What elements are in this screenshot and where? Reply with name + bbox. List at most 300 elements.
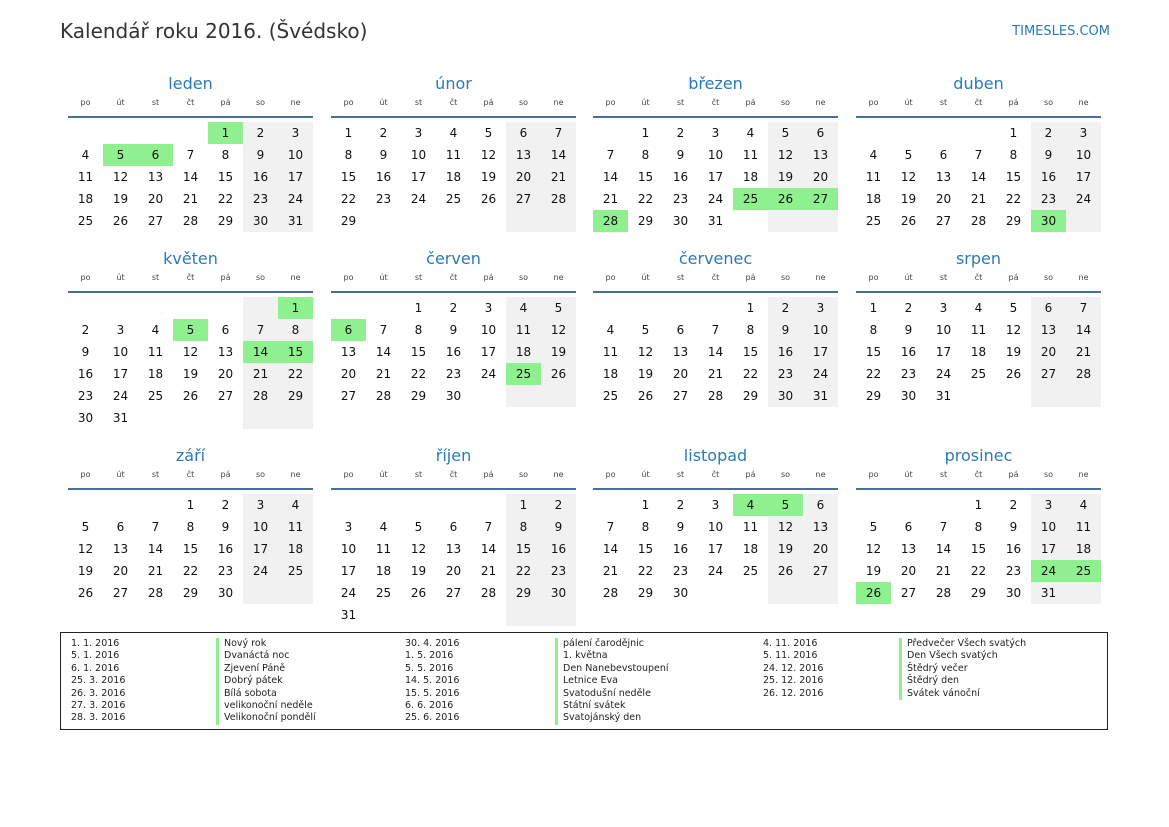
day-cell: 12	[900, 170, 917, 184]
header-rule	[593, 291, 838, 293]
site-link[interactable]: TIMESLES.COM	[1012, 24, 1110, 39]
weekday-label: čt	[186, 470, 195, 479]
day-cell: 15	[217, 170, 234, 184]
day-cell: 8	[506, 516, 541, 538]
day-cell: 7	[939, 520, 948, 534]
day-cell: 22	[742, 367, 759, 381]
weekday-header	[331, 468, 576, 488]
month-6	[593, 247, 838, 407]
day-cell: 15	[340, 170, 357, 184]
day-cell: 21	[602, 564, 619, 578]
day-cell: 18	[742, 542, 759, 556]
day-cell: 14	[1066, 319, 1101, 341]
day-cell: 26	[77, 586, 94, 600]
days-grid	[856, 122, 1101, 232]
weekday-label: po	[605, 470, 616, 479]
day-cell: 26	[112, 214, 129, 228]
empty-cell	[243, 582, 278, 604]
weekday-header	[68, 271, 313, 291]
month-0	[68, 72, 313, 232]
day-cell: 21	[147, 564, 164, 578]
day-cell: 4	[278, 494, 313, 516]
legend-holiday-name: Státní svátek	[555, 700, 733, 712]
weekday-label: čt	[974, 470, 983, 479]
day-cell: 6	[331, 319, 366, 341]
day-cell: 22	[410, 367, 427, 381]
legend-holiday-name: Zjevení Páně	[216, 663, 394, 675]
weekday-label: út	[116, 273, 125, 282]
legend-dates	[71, 638, 211, 725]
day-cell: 27	[935, 214, 952, 228]
day-cell: 22	[182, 564, 199, 578]
month-name: prosinec	[944, 446, 1013, 465]
weekday-label: st	[939, 98, 948, 107]
weekday-label: pá	[1008, 470, 1019, 479]
weekday-label: út	[641, 98, 650, 107]
day-cell: 9	[541, 516, 576, 538]
day-cell: 29	[278, 385, 313, 407]
day-cell: 19	[77, 564, 94, 578]
empty-cell	[891, 122, 926, 144]
day-cell: 1	[869, 301, 878, 315]
day-cell: 22	[217, 192, 234, 206]
day-cell: 18	[970, 345, 987, 359]
weekday-label: po	[605, 273, 616, 282]
day-cell: 12	[541, 319, 576, 341]
weekday-header	[331, 96, 576, 116]
day-cell: 10	[112, 345, 129, 359]
day-cell: 9	[676, 148, 685, 162]
month-name: červen	[426, 249, 481, 268]
empty-cell	[138, 494, 173, 516]
day-cell: 15	[637, 170, 654, 184]
day-cell: 29	[970, 586, 987, 600]
empty-cell	[996, 385, 1031, 407]
month-2	[593, 72, 838, 232]
day-cell: 23	[672, 192, 689, 206]
day-cell: 21	[243, 363, 278, 385]
day-cell: 12	[112, 170, 129, 184]
weekday-label: so	[255, 273, 266, 282]
day-cell: 3	[243, 494, 278, 516]
day-cell: 23	[768, 363, 803, 385]
day-cell: 10	[278, 144, 313, 166]
empty-cell	[803, 582, 838, 604]
day-cell: 11	[742, 148, 759, 162]
day-cell: 22	[506, 560, 541, 582]
day-cell: 13	[672, 345, 689, 359]
day-cell: 6	[676, 323, 685, 337]
day-cell: 18	[1066, 538, 1101, 560]
weekday-label: so	[255, 470, 266, 479]
day-cell: 14	[182, 170, 199, 184]
day-cell: 29	[865, 389, 882, 403]
weekday-label: so	[518, 470, 529, 479]
empty-cell	[733, 582, 768, 604]
weekday-label: po	[343, 470, 354, 479]
empty-cell	[138, 297, 173, 319]
day-cell: 8	[974, 520, 983, 534]
month-11	[856, 444, 1101, 604]
day-cell: 17	[480, 345, 497, 359]
weekday-header	[68, 468, 313, 488]
days-grid	[68, 297, 313, 429]
weekday-label: čt	[711, 273, 720, 282]
empty-cell	[541, 604, 576, 626]
day-cell: 1	[344, 126, 353, 140]
day-cell: 25	[375, 586, 392, 600]
empty-cell	[506, 604, 541, 626]
day-cell: 13	[445, 542, 462, 556]
day-cell: 5	[768, 122, 803, 144]
legend-dates	[405, 638, 545, 725]
day-cell: 17	[707, 170, 724, 184]
day-cell: 5	[81, 520, 90, 534]
day-cell: 5	[414, 520, 423, 534]
day-cell: 8	[869, 323, 878, 337]
day-cell: 16	[672, 542, 689, 556]
day-cell: 25	[147, 389, 164, 403]
day-cell: 21	[602, 192, 619, 206]
day-cell: 30	[445, 389, 462, 403]
header-rule	[593, 488, 838, 490]
day-cell: 4	[869, 148, 878, 162]
day-cell: 8	[641, 520, 650, 534]
day-cell: 19	[541, 341, 576, 363]
day-cell: 14	[970, 170, 987, 184]
day-cell: 6	[803, 494, 838, 516]
day-cell: 23	[375, 192, 392, 206]
day-cell: 17	[803, 341, 838, 363]
weekday-label: po	[868, 470, 879, 479]
day-cell: 11	[742, 520, 759, 534]
day-cell: 3	[116, 323, 125, 337]
day-cell: 28	[541, 188, 576, 210]
weekday-header	[68, 96, 313, 116]
day-cell: 6	[1031, 297, 1066, 319]
day-cell: 30	[1031, 210, 1066, 232]
day-cell: 15	[742, 345, 759, 359]
day-cell: 18	[278, 538, 313, 560]
legend-date: 25. 3. 2016	[71, 675, 126, 687]
day-cell: 4	[449, 126, 458, 140]
day-cell: 19	[1005, 345, 1022, 359]
day-cell: 1	[641, 498, 650, 512]
day-cell: 1	[278, 297, 313, 319]
day-cell: 12	[768, 516, 803, 538]
day-cell: 11	[865, 170, 882, 184]
day-cell: 25	[865, 214, 882, 228]
weekday-label: čt	[711, 98, 720, 107]
day-cell: 22	[637, 192, 654, 206]
empty-cell	[103, 297, 138, 319]
day-cell: 23	[672, 564, 689, 578]
day-cell: 9	[1009, 520, 1018, 534]
empty-cell	[208, 297, 243, 319]
header-rule	[68, 291, 313, 293]
day-cell: 3	[278, 122, 313, 144]
weekday-label: út	[116, 470, 125, 479]
day-cell: 6	[904, 520, 913, 534]
empty-cell	[1066, 582, 1101, 604]
empty-cell	[856, 122, 891, 144]
day-cell: 30	[77, 411, 94, 425]
day-cell: 18	[375, 564, 392, 578]
day-cell: 16	[768, 341, 803, 363]
day-cell: 12	[1005, 323, 1022, 337]
empty-cell	[628, 297, 663, 319]
day-cell: 19	[768, 538, 803, 560]
month-name: březen	[688, 74, 743, 93]
day-cell: 30	[1005, 586, 1022, 600]
empty-cell	[471, 604, 506, 626]
day-cell: 27	[506, 188, 541, 210]
empty-cell	[138, 122, 173, 144]
day-cell: 13	[803, 144, 838, 166]
day-cell: 21	[541, 166, 576, 188]
day-cell: 22	[865, 367, 882, 381]
day-cell: 6	[803, 122, 838, 144]
day-cell: 9	[768, 319, 803, 341]
day-cell: 22	[278, 363, 313, 385]
day-cell: 26	[768, 560, 803, 582]
day-cell: 30	[768, 385, 803, 407]
day-cell: 3	[414, 126, 423, 140]
day-cell: 13	[112, 542, 129, 556]
day-cell: 14	[707, 345, 724, 359]
day-cell: 6	[506, 122, 541, 144]
empty-cell	[541, 385, 576, 407]
day-cell: 14	[147, 542, 164, 556]
day-cell: 16	[1005, 542, 1022, 556]
day-cell: 7	[151, 520, 160, 534]
weekday-label: pá	[220, 273, 231, 282]
day-cell: 27	[803, 188, 838, 210]
legend-date: 6. 6. 2016	[405, 700, 454, 712]
weekday-label: st	[414, 273, 423, 282]
legend-date: 5. 11. 2016	[763, 650, 818, 662]
day-cell: 28	[480, 586, 497, 600]
day-cell: 21	[480, 564, 497, 578]
weekday-label: st	[151, 273, 160, 282]
day-cell: 15	[182, 542, 199, 556]
day-cell: 28	[243, 385, 278, 407]
day-cell: 13	[506, 144, 541, 166]
day-cell: 24	[1031, 560, 1066, 582]
day-cell: 5	[768, 494, 803, 516]
legend-date: 27. 3. 2016	[71, 700, 126, 712]
day-cell: 15	[410, 345, 427, 359]
day-cell: 20	[445, 564, 462, 578]
day-cell: 15	[865, 345, 882, 359]
day-cell: 10	[707, 148, 724, 162]
month-name: únor	[435, 74, 472, 93]
day-cell: 19	[480, 170, 497, 184]
day-cell: 5	[904, 148, 913, 162]
legend-holiday-name: Bílá sobota	[216, 688, 394, 700]
day-cell: 25	[602, 389, 619, 403]
day-cell: 20	[340, 367, 357, 381]
weekday-label: st	[676, 273, 685, 282]
day-cell: 31	[340, 608, 357, 622]
day-cell: 7	[186, 148, 195, 162]
day-cell: 5	[541, 297, 576, 319]
weekday-label: ne	[553, 273, 564, 282]
day-cell: 4	[81, 148, 90, 162]
days-grid	[856, 494, 1101, 604]
days-grid	[593, 297, 838, 407]
day-cell: 10	[410, 148, 427, 162]
day-cell: 18	[147, 367, 164, 381]
day-cell: 3	[1031, 494, 1066, 516]
day-cell: 9	[379, 148, 388, 162]
legend-date: 28. 3. 2016	[71, 712, 126, 724]
weekday-label: po	[868, 273, 879, 282]
day-cell: 23	[217, 564, 234, 578]
day-cell: 7	[1066, 297, 1101, 319]
day-cell: 20	[900, 564, 917, 578]
day-cell: 25	[77, 214, 94, 228]
empty-cell	[436, 210, 471, 232]
day-cell: 3	[803, 297, 838, 319]
day-cell: 6	[221, 323, 230, 337]
empty-cell	[593, 297, 628, 319]
day-cell: 20	[112, 564, 129, 578]
day-cell: 31	[278, 210, 313, 232]
legend-date: 25. 6. 2016	[405, 712, 460, 724]
day-cell: 7	[541, 122, 576, 144]
weekday-header	[856, 271, 1101, 291]
weekday-label: čt	[974, 273, 983, 282]
day-cell: 7	[974, 148, 983, 162]
weekday-label: so	[780, 273, 791, 282]
day-cell: 16	[1031, 166, 1066, 188]
day-cell: 31	[803, 385, 838, 407]
day-cell: 23	[243, 188, 278, 210]
empty-cell	[103, 122, 138, 144]
day-cell: 30	[672, 214, 689, 228]
day-cell: 28	[602, 586, 619, 600]
day-cell: 20	[803, 166, 838, 188]
day-cell: 28	[593, 210, 628, 232]
day-cell: 7	[711, 323, 720, 337]
empty-cell	[733, 210, 768, 232]
day-cell: 2	[768, 297, 803, 319]
day-cell: 18	[506, 341, 541, 363]
day-cell: 3	[711, 498, 720, 512]
day-cell: 30	[243, 210, 278, 232]
day-cell: 2	[904, 301, 913, 315]
day-cell: 21	[970, 192, 987, 206]
day-cell: 28	[935, 586, 952, 600]
day-cell: 15	[970, 542, 987, 556]
empty-cell	[173, 297, 208, 319]
day-cell: 27	[672, 389, 689, 403]
day-cell: 10	[480, 323, 497, 337]
weekday-label: st	[151, 470, 160, 479]
day-cell: 25	[506, 363, 541, 385]
day-cell: 6	[449, 520, 458, 534]
day-cell: 28	[1066, 363, 1101, 385]
weekday-label: pá	[1008, 98, 1019, 107]
day-cell: 25	[445, 192, 462, 206]
weekday-label: ne	[1078, 273, 1089, 282]
day-cell: 12	[480, 148, 497, 162]
weekday-label: st	[414, 470, 423, 479]
empty-cell	[173, 122, 208, 144]
day-cell: 26	[1005, 367, 1022, 381]
day-cell: 25	[970, 367, 987, 381]
day-cell: 4	[974, 301, 983, 315]
day-cell: 7	[606, 520, 615, 534]
day-cell: 11	[375, 542, 392, 556]
day-cell: 18	[865, 192, 882, 206]
day-cell: 29	[506, 582, 541, 604]
day-cell: 3	[484, 301, 493, 315]
month-name: srpen	[955, 249, 1002, 268]
day-cell: 30	[672, 586, 689, 600]
day-cell: 4	[151, 323, 160, 337]
day-cell: 9	[449, 323, 458, 337]
day-cell: 16	[77, 367, 94, 381]
month-name: červenec	[678, 249, 753, 268]
day-cell: 8	[1009, 148, 1018, 162]
day-cell: 9	[1031, 144, 1066, 166]
day-cell: 3	[1066, 122, 1101, 144]
weekday-label: st	[151, 98, 160, 107]
empty-cell	[138, 407, 173, 429]
day-cell: 24	[1066, 188, 1101, 210]
empty-cell	[1066, 385, 1101, 407]
day-cell: 5	[1009, 301, 1018, 315]
day-cell: 27	[900, 586, 917, 600]
day-cell: 19	[410, 564, 427, 578]
day-cell: 10	[935, 323, 952, 337]
empty-cell	[506, 210, 541, 232]
day-cell: 4	[379, 520, 388, 534]
day-cell: 22	[1005, 192, 1022, 206]
day-cell: 6	[138, 144, 173, 166]
days-grid	[593, 122, 838, 232]
empty-cell	[768, 210, 803, 232]
header-rule	[68, 116, 313, 118]
day-cell: 10	[1031, 516, 1066, 538]
empty-cell	[366, 210, 401, 232]
weekday-label: út	[116, 98, 125, 107]
legend-date: 6. 1. 2016	[71, 662, 120, 674]
weekday-label: pá	[220, 470, 231, 479]
weekday-label: út	[641, 273, 650, 282]
empty-cell	[803, 210, 838, 232]
page-title: Kalendář roku 2016. (Švédsko)	[60, 19, 368, 43]
day-cell: 12	[768, 144, 803, 166]
day-cell: 13	[900, 542, 917, 556]
day-cell: 19	[768, 166, 803, 188]
weekday-label: út	[379, 470, 388, 479]
month-3	[856, 72, 1101, 232]
day-cell: 12	[865, 542, 882, 556]
day-cell: 26	[182, 389, 199, 403]
day-cell: 30	[541, 582, 576, 604]
empty-cell	[698, 582, 733, 604]
weekday-label: út	[379, 273, 388, 282]
day-cell: 28	[375, 389, 392, 403]
day-cell: 31	[112, 411, 129, 425]
day-cell: 12	[77, 542, 94, 556]
empty-cell	[331, 494, 366, 516]
weekday-label: so	[1043, 470, 1054, 479]
day-cell: 8	[641, 148, 650, 162]
